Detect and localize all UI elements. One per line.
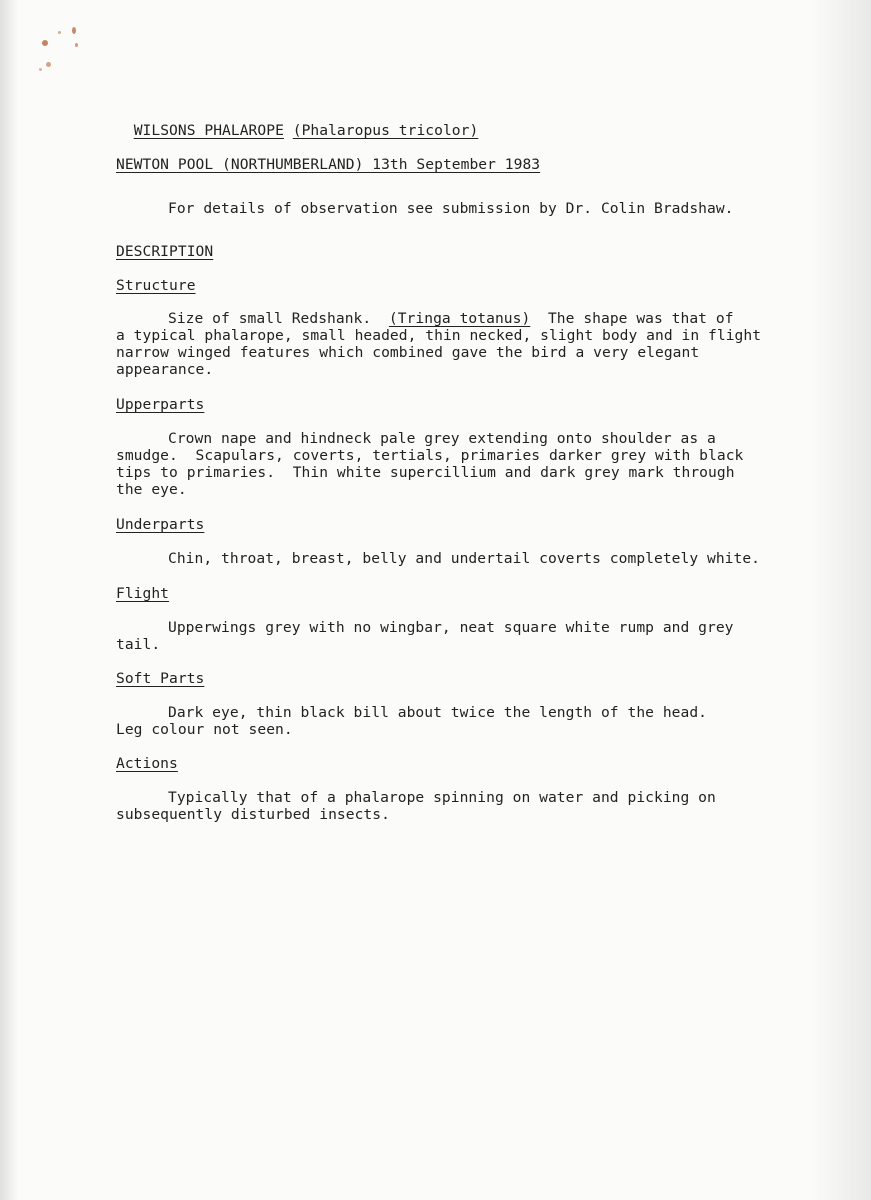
title-common-name: WILSONS PHALAROPE	[133, 122, 284, 139]
upperparts-line-3: tips to primaries. Thin white supercillium and dark grey mark through	[116, 464, 735, 481]
rust-stain	[72, 27, 76, 34]
flight-heading: Flight	[116, 585, 170, 602]
description-heading: DESCRIPTION	[116, 243, 214, 260]
soft-parts-line-2: Leg colour not seen.	[116, 721, 293, 738]
soft-parts-heading: Soft Parts	[116, 670, 205, 687]
rust-stain	[46, 62, 51, 67]
structure-line-2: a typical phalarope, small headed, thin necked, slight body and in flight	[116, 327, 762, 344]
rust-stain	[39, 68, 42, 71]
scan-left-shadow	[0, 0, 18, 1200]
structure-latin-name: (Tringa totanus)	[388, 310, 531, 327]
flight-line-1: Upperwings grey with no wingbar, neat square white rump and grey	[168, 619, 734, 636]
structure-heading: Structure	[116, 277, 196, 294]
actions-line-2: subsequently disturbed insects.	[116, 806, 390, 823]
rust-stain	[42, 40, 48, 46]
rust-stain	[75, 43, 78, 47]
underparts-heading: Underparts	[116, 516, 205, 533]
flight-line-2: tail.	[116, 636, 161, 653]
structure-line-3: narrow winged features which combined gave the bird a very elegant	[116, 344, 700, 361]
structure-line-1b: The shape was that of	[530, 310, 734, 327]
structure-line-4: appearance.	[116, 361, 214, 378]
actions-line-1: Typically that of a phalarope spinning on water and picking on	[168, 789, 716, 806]
details-line: For details of observation see submission by Dr. Colin Bradshaw.	[168, 200, 734, 217]
upperparts-line-2: smudge. Scapulars, coverts, tertials, primaries darker grey with black	[116, 447, 744, 464]
underparts-line-1: Chin, throat, breast, belly and undertail coverts completely white.	[168, 550, 761, 567]
upperparts-line-4: the eye.	[116, 481, 187, 498]
actions-heading: Actions	[116, 755, 178, 772]
structure-line-1a: Size of small Redshank.	[168, 310, 389, 327]
document-title	[116, 105, 478, 139]
upperparts-line-1: Crown nape and hindneck pale grey extending onto shoulder as a	[168, 430, 716, 447]
title-species-name: (Phalaropus tricolor)	[292, 122, 479, 139]
soft-parts-line-1: Dark eye, thin black bill about twice the length of the head.	[168, 704, 708, 721]
location-date: NEWTON POOL (NORTHUMBERLAND) 13th September 1983	[116, 156, 541, 173]
upperparts-heading: Upperparts	[116, 396, 205, 413]
rust-stain	[58, 31, 61, 34]
structure-line-1	[168, 310, 734, 327]
scan-right-shadow	[811, 0, 871, 1200]
